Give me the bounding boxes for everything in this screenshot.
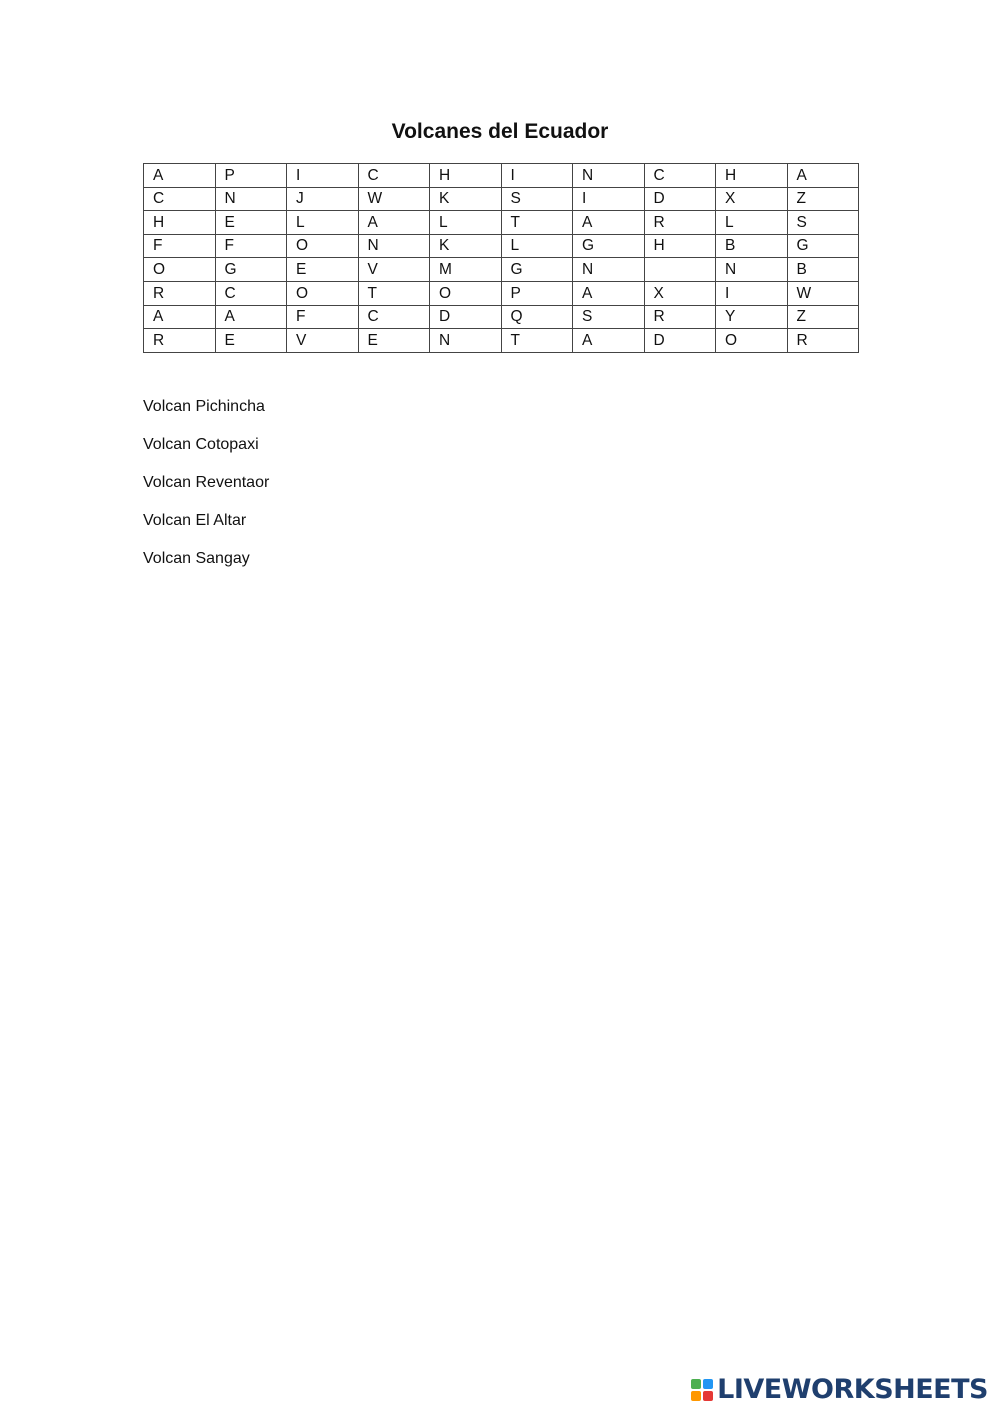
grid-cell: X	[716, 187, 788, 211]
grid-cell: I	[501, 164, 573, 188]
word-list-item: Volcan El Altar	[143, 512, 247, 529]
word-list-item: Volcan Cotopaxi	[143, 436, 259, 453]
grid-cell: O	[287, 281, 359, 305]
grid-cell: K	[430, 234, 502, 258]
grid-cell: F	[144, 234, 216, 258]
grid-cell: D	[644, 329, 716, 353]
logo-mark-icon	[691, 1379, 713, 1401]
grid-cell: C	[358, 164, 430, 188]
word-list	[143, 397, 269, 587]
grid-cell: R	[787, 329, 859, 353]
grid-cell: C	[144, 187, 216, 211]
grid-cell: P	[215, 164, 287, 188]
grid-cell: A	[573, 211, 645, 235]
grid-cell: W	[787, 281, 859, 305]
grid-cell: E	[358, 329, 430, 353]
grid-cell: A	[573, 329, 645, 353]
grid-cell: E	[287, 258, 359, 282]
grid-cell: S	[787, 211, 859, 235]
grid-cell: H	[430, 164, 502, 188]
word-list-item: Volcan Pichincha	[143, 398, 265, 415]
grid-cell: R	[144, 281, 216, 305]
grid-row	[144, 281, 859, 305]
grid-cell: T	[358, 281, 430, 305]
grid-cell: L	[716, 211, 788, 235]
grid-cell: J	[287, 187, 359, 211]
grid-cell: W	[358, 187, 430, 211]
grid-cell: F	[215, 234, 287, 258]
grid-cell: N	[430, 329, 502, 353]
grid-cell: S	[501, 187, 573, 211]
grid-cell: D	[644, 187, 716, 211]
grid-cell: N	[358, 234, 430, 258]
grid-row	[144, 305, 859, 329]
word-list-item: Volcan Sangay	[143, 550, 250, 567]
grid-cell: B	[787, 258, 859, 282]
grid-cell: F	[287, 305, 359, 329]
grid-cell: T	[501, 329, 573, 353]
grid-cell: B	[716, 234, 788, 258]
grid-cell: H	[716, 164, 788, 188]
grid-row	[144, 187, 859, 211]
logo-square	[703, 1391, 713, 1401]
word-search-grid	[143, 163, 859, 353]
grid-cell: V	[358, 258, 430, 282]
grid-row	[144, 329, 859, 353]
grid-cell: L	[430, 211, 502, 235]
logo-square	[691, 1391, 701, 1401]
grid-cell: C	[644, 164, 716, 188]
grid-cell: I	[287, 164, 359, 188]
grid-row	[144, 164, 859, 188]
grid-cell: L	[501, 234, 573, 258]
grid-row	[144, 258, 859, 282]
grid-cell: Y	[716, 305, 788, 329]
page-title: Volcanes del Ecuador	[391, 120, 609, 143]
word-list-item: Volcan Reventaor	[143, 474, 270, 491]
grid-cell: S	[573, 305, 645, 329]
grid-cell: X	[644, 281, 716, 305]
grid-cell: Q	[501, 305, 573, 329]
logo-text: LIVEWORKSHEETS	[717, 1374, 988, 1405]
grid-cell: O	[716, 329, 788, 353]
grid-row	[144, 211, 859, 235]
grid-cell: R	[644, 305, 716, 329]
grid-cell: C	[215, 281, 287, 305]
grid-cell: A	[144, 305, 216, 329]
grid-cell: I	[716, 281, 788, 305]
grid-cell: D	[430, 305, 502, 329]
grid-cell: H	[144, 211, 216, 235]
grid-cell: A	[787, 164, 859, 188]
grid-cell: O	[430, 281, 502, 305]
liveworksheets-logo	[691, 1374, 988, 1405]
grid-cell: K	[430, 187, 502, 211]
grid-cell: Z	[787, 305, 859, 329]
grid-cell: C	[358, 305, 430, 329]
grid-cell: H	[644, 234, 716, 258]
grid-cell: E	[215, 329, 287, 353]
grid-cell: A	[358, 211, 430, 235]
grid-cell: Z	[787, 187, 859, 211]
grid-cell: T	[501, 211, 573, 235]
grid-cell: M	[430, 258, 502, 282]
logo-square	[691, 1379, 701, 1389]
grid-cell: L	[287, 211, 359, 235]
logo-square	[703, 1379, 713, 1389]
grid-cell: N	[573, 164, 645, 188]
grid-cell: N	[215, 187, 287, 211]
grid-cell: R	[144, 329, 216, 353]
grid-row	[144, 234, 859, 258]
grid-cell: G	[573, 234, 645, 258]
grid-cell: V	[287, 329, 359, 353]
grid-cell: A	[215, 305, 287, 329]
grid-cell: R	[644, 211, 716, 235]
grid-cell: I	[573, 187, 645, 211]
grid-cell: A	[144, 164, 216, 188]
grid-cell: G	[501, 258, 573, 282]
grid-cell: G	[215, 258, 287, 282]
grid-cell: A	[573, 281, 645, 305]
grid-cell: P	[501, 281, 573, 305]
grid-cell	[644, 258, 716, 282]
grid-cell: N	[716, 258, 788, 282]
grid-cell: N	[573, 258, 645, 282]
grid-cell: O	[287, 234, 359, 258]
grid-cell: G	[787, 234, 859, 258]
grid-cell: O	[144, 258, 216, 282]
grid-cell: E	[215, 211, 287, 235]
